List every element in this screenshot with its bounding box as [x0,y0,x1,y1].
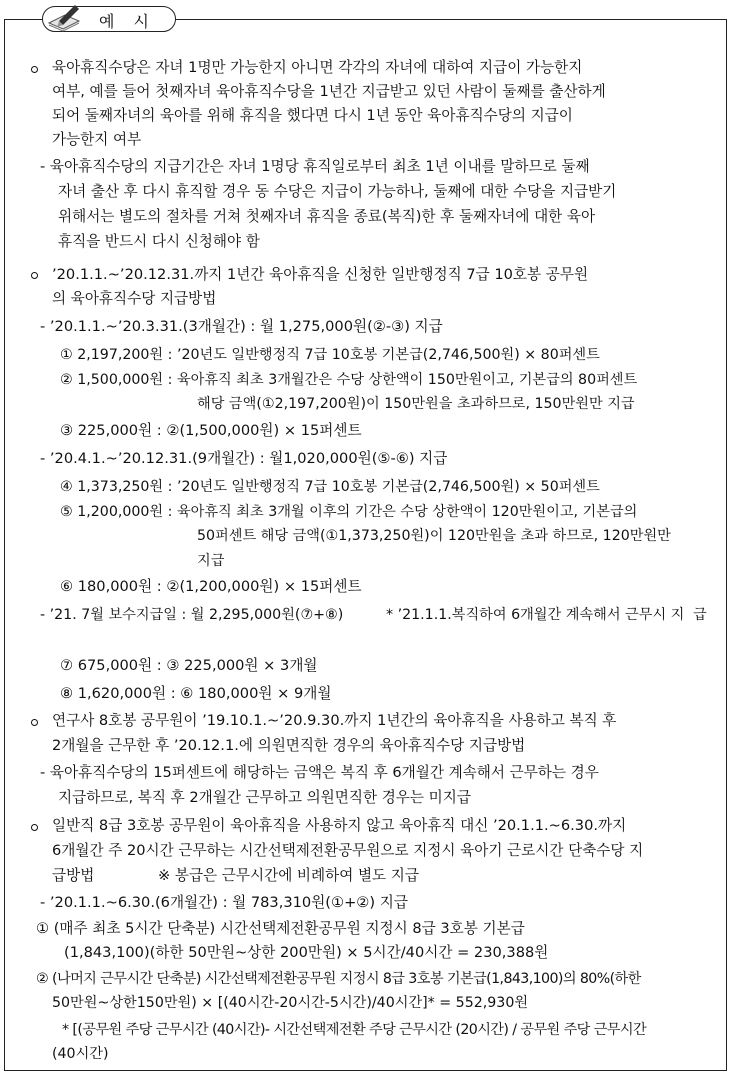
pencil-notepad-icon [45,1,87,33]
s2-payday-note-wrap: 급 [693,607,707,623]
example-tab [42,6,176,32]
s2-line: 의 육아휴직수당 지급방법 [52,290,217,307]
s4-period-title: - ’20.1.1.~6.30.(6개월간) : 월 783,310원(①+②) 지급 [40,894,408,911]
s2-period-title: - ’20.1.1.~’20.3.31.(3개월간) : 월 1,275,000원(②-③) 지급 [40,318,443,335]
s2-item: ③ 225,000원 : ②(1,500,000원) × 15퍼센트 [60,422,362,439]
s4-footnote: (40시간) [52,1046,109,1062]
s2-item: 지급 [197,553,225,569]
s1-line: 가능한지 여부 [52,131,142,148]
s1-line: 육아휴직수당은 자녀 1명만 가능한지 아니면 각각의 자녀에 대하여 지급이 가능한지 [52,59,583,76]
s3-sub-line: 지급하므로, 복직 후 2개월간 근무하고 의원면직한 경우는 미지급 [58,789,471,806]
tab-rule [20,19,44,20]
s1-sub-line: 휴직을 반드시 다시 신청해야 함 [58,233,260,250]
s1-line: 여부, 예를 들어 첫째자녀 육아휴직수당을 1년간 지급받고 있던 사람이 둘째를 출산하게 [52,83,606,100]
s2-item: 50퍼센트 해당 금액(①1,373,250원)이 120만원을 초과 하므로, 120만원만 [197,528,671,544]
s2-item: ① 2,197,200원 : ’20년도 일반행정직 7급 10호봉 기본급(2,746,500원) × 80퍼센트 [60,347,600,363]
s3-line: 2개월을 근무한 후 ’20.12.1.에 의원면직한 경우의 육아휴직수당 지급방법 [52,737,526,754]
bullet-icon [31,272,38,279]
s2-payday-title: - ’21. 7월 보수지급일 : 월 2,295,000원(⑦+⑧) [40,607,344,623]
s3-sub-line: - 육아휴직수당의 15퍼센트에 해당하는 금액은 복직 후 6개월간 계속해서 근무하는 경우 [40,764,599,781]
s2-payday-note: * ’21.1.1.복직하여 6개월간 계속해서 근무시 지 [386,607,685,623]
s2-item: ⑥ 180,000원 : ②(1,200,000원) × 15퍼센트 [60,578,362,595]
s4-footnote: * [(공무원 주당 근무시간 (40시간)- 시간선택제전환 주당 근무시간 (20시간) / 공무원 주당 근무시간 [62,1022,647,1038]
s2-item: 해당 금액(①2,197,200원)이 150만원을 초과하므로, 150만원만 지급 [197,396,635,412]
s3-line: 연구사 8호봉 공무원이 ’19.10.1.~’20.9.30.까지 1년간의 육아휴직을 사용하고 복직 후 [52,712,617,729]
bullet-icon [31,66,38,73]
s2-line: ’20.1.1.~’20.12.31.까지 1년간 육아휴직을 신청한 일반행정직 7급 10호봉 공무원 [52,266,589,283]
s1-sub-line: 자녀 출산 후 다시 휴직할 경우 동 수당은 지급이 가능하나, 둘째에 대한 수당을 지급받기 [58,183,617,200]
s1-sub-line: 위해서는 별도의 절차를 거쳐 첫째자녀 휴직을 종료(복직)한 후 둘째자녀에 대한 육아 [58,208,596,225]
s4-line: 일반직 8급 3호봉 공무원이 육아휴직을 사용하지 않고 육아휴직 대신 ’20.1.1.~6.30.까지 [52,817,627,834]
s4-item: 50만원~상한150만원) × [(40시간-20시간-5시간)/40시간]* = 552,930원 [52,995,529,1011]
s1-sub-line: - 육아휴직수당의 지급기간은 자녀 1명당 휴직일로부터 최초 1년 이내를 말하므로 둘째 [40,158,590,175]
bullet-icon [31,719,38,726]
s2-period-title: - ’20.4.1.~’20.12.31.(9개월간) : 월1,020,000원(⑤-⑥) 지급 [40,450,448,467]
s2-item: ② 1,500,000원 : 육아휴직 최초 3개월간은 수당 상한액이 150만원이고, 기본급의 80퍼센트 [60,372,638,388]
s1-line: 되어 둘째자녀의 육아를 위해 휴직을 했다면 다시 1년 동안 육아휴직수당의 지급이 [52,107,573,124]
s2-item: ⑧ 1,620,000원 : ⑥ 180,000원 × 9개월 [60,685,332,702]
example-label: 예 시 [99,12,156,31]
s4-item: ① (매주 최초 5시간 단축분) 시간선택제전환공무원 지정시 8급 3호봉 기본급 [36,920,525,937]
bullet-icon [31,824,38,831]
s2-item: ⑤ 1,200,000원 : 육아휴직 최초 3개월 이후의 기간은 수당 상한액이 120만원이고, 기본급의 [60,504,638,520]
s2-item: ④ 1,373,250원 : ’20년도 일반행정직 7급 10호봉 기본급(2,746,500원) × 50퍼센트 [60,479,600,495]
s4-note: ※ 봉급은 근무시간에 비례하여 별도 지급 [158,867,419,884]
s4-line: 급방법 [52,867,95,884]
s4-item: (1,843,100)(하한 50만원~상한 200만원) × 5시간/40시간 = 230,388원 [64,944,549,961]
s4-item: ② (나머지 근무시간 단축분) 시간선택제전환공무원 지정시 8급 3호봉 기본급(1,843,100)의 80%(하한 [36,971,641,987]
s2-item: ⑦ 675,000원 : ③ 225,000원 × 3개월 [60,657,318,674]
s4-line: 6개월간 주 20시간 근무하는 시간선택제전환공무원으로 지정시 육아기 근로시간 단축수당 지 [52,842,644,859]
